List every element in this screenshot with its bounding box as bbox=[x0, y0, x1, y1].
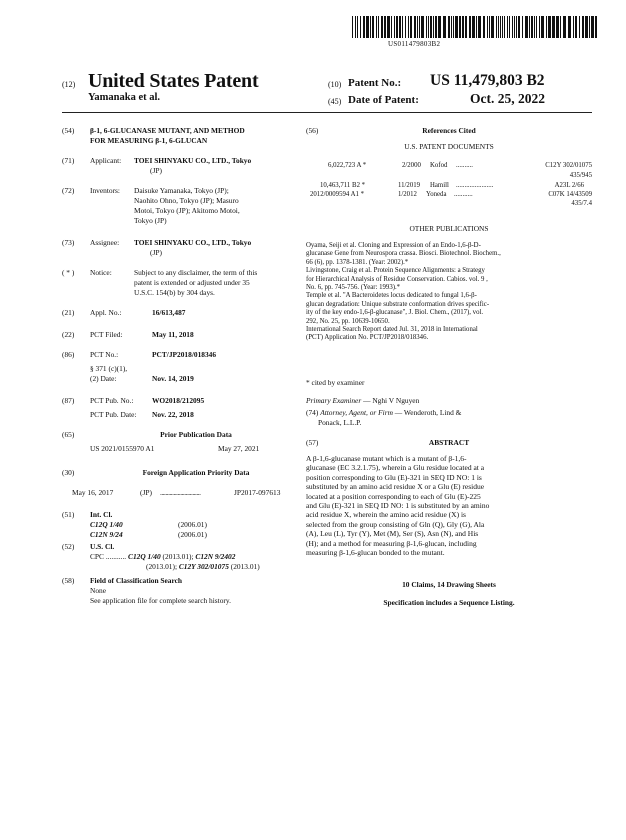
barcode-bar bbox=[548, 16, 551, 38]
notice-line: Subject to any disclaimer, the term of this bbox=[134, 268, 258, 277]
barcode-bar bbox=[541, 16, 544, 38]
barcode-bar bbox=[489, 16, 490, 38]
int-code: (51) bbox=[62, 510, 75, 519]
assignee-code: (73) bbox=[62, 238, 75, 247]
assignee-label: Assignee: bbox=[90, 238, 120, 247]
title-code: (54) bbox=[62, 126, 75, 135]
patent-no-label: Patent No.: bbox=[348, 77, 402, 89]
abstract-line: acid residue X, wherein the amino acid residue (X) is bbox=[306, 510, 466, 520]
barcode-bar bbox=[502, 16, 503, 38]
barcode-bar bbox=[394, 16, 395, 38]
barcode-bar bbox=[575, 16, 577, 38]
attorney-name: — Wenderoth, Lind & bbox=[394, 408, 462, 417]
pct-filed-label: PCT Filed: bbox=[90, 330, 123, 339]
barcode-bar bbox=[360, 16, 361, 38]
barcode-bar bbox=[539, 16, 540, 38]
doc-class: C07K 14/43509 bbox=[548, 191, 592, 198]
publication-line: glucanase Gene from Neurospora crassa. Biosci. Biotechnol. Biochem., bbox=[306, 250, 501, 258]
barcode-bar bbox=[591, 16, 594, 38]
inventors-line: Naohito Ohno, Tokyo (JP); Masuro bbox=[134, 196, 239, 205]
attorney-line bbox=[306, 408, 461, 417]
barcode-bar bbox=[563, 16, 566, 38]
assignee-country: (JP) bbox=[150, 248, 162, 257]
s371-date: Nov. 14, 2019 bbox=[152, 374, 194, 383]
barcode-bar bbox=[522, 16, 523, 38]
barcode-bar bbox=[536, 16, 537, 38]
claims-summary: 10 Claims, 14 Drawing Sheets bbox=[402, 580, 496, 589]
inventors-code: (72) bbox=[62, 186, 75, 195]
barcode-bar bbox=[433, 16, 434, 38]
barcode-bar bbox=[396, 16, 398, 38]
inventors-line: Motoi, Tokyo (JP); Akitomo Motoi, bbox=[134, 206, 240, 215]
patent-no-code: (10) bbox=[328, 80, 342, 89]
barcode-bar bbox=[487, 16, 488, 38]
abstract-line: selected from the group consisting of Gln (Q), Gly (G), Ala bbox=[306, 519, 485, 529]
foreign-code: (30) bbox=[62, 468, 75, 477]
abstract-line: and Glu (E)-321 in SEQ ID NO: 1 is substituted by an amino bbox=[306, 501, 490, 511]
barcode-bar bbox=[529, 16, 530, 38]
doc-date: 11/2019 bbox=[398, 182, 421, 189]
barcode-bar bbox=[391, 16, 392, 38]
patent-barcode bbox=[352, 16, 598, 38]
doc-name: Kofod bbox=[430, 162, 448, 169]
doc-date: 2/2000 bbox=[402, 162, 421, 169]
us-label: U.S. Cl. bbox=[90, 542, 115, 551]
barcode-bar bbox=[459, 16, 461, 38]
field-none: None bbox=[90, 586, 107, 595]
header-code-12: (12) bbox=[62, 80, 76, 89]
doc-number: 6,022,723 A * bbox=[328, 162, 367, 169]
barcode-bar bbox=[405, 16, 406, 38]
abstract-line: (H); and a method for measuring β-1,6-glucan, including bbox=[306, 538, 477, 548]
foreign-number: JP2017-097613 bbox=[234, 488, 281, 497]
barcode-bar bbox=[496, 16, 497, 38]
attorney-code: (74) bbox=[306, 408, 319, 417]
s371-date-label: (2) Date: bbox=[90, 374, 117, 383]
publication-line: glucan degradation: Unique substrate conformation drives specific- bbox=[306, 300, 490, 308]
barcode-bar bbox=[469, 16, 471, 38]
other-pubs-title: OTHER PUBLICATIONS bbox=[409, 224, 489, 233]
pct-number: PCT/JP2018/018346 bbox=[152, 350, 217, 359]
publication-line: Oyama, Seiji et al. Cloning and Expression of an Endo-1,6-β-D- bbox=[306, 242, 481, 249]
doc-dots: ...................... bbox=[456, 182, 494, 189]
int-year-1: (2006.01) bbox=[178, 520, 207, 529]
pct-filed-code: (22) bbox=[62, 330, 75, 339]
barcode-bar bbox=[417, 16, 418, 38]
prior-date: May 27, 2021 bbox=[218, 444, 260, 453]
barcode-bar bbox=[491, 16, 494, 38]
barcode-bar bbox=[498, 16, 499, 38]
pct-no-label: PCT No.: bbox=[90, 350, 119, 359]
notice-code: ( * ) bbox=[62, 268, 75, 277]
abstract-line: substituted by an amino acid residue X or a Glu (E) residue bbox=[306, 482, 485, 492]
invention-title-line1: β-1, 6-GLUCANASE MUTANT, AND METHOD bbox=[90, 126, 245, 135]
barcode-bar bbox=[507, 16, 508, 38]
abstract-text bbox=[306, 454, 592, 557]
barcode-bar bbox=[421, 16, 424, 38]
barcode-bar bbox=[582, 16, 584, 38]
field-note: See application file for complete search history. bbox=[90, 596, 231, 605]
int-label: Int. Cl. bbox=[90, 510, 113, 519]
publication-line: (PCT) Application No. PCT/JP2018/018346. bbox=[306, 334, 429, 342]
barcode-bar bbox=[573, 16, 574, 38]
doc-class: C12Y 302/01075 bbox=[545, 162, 592, 169]
barcode-bar bbox=[525, 16, 528, 38]
applicant-name: TOEI SHINYAKU CO., LTD., Tokyo bbox=[134, 156, 252, 165]
cpc-class: C12N 9/2402 bbox=[195, 552, 236, 561]
inventors-label: Inventors: bbox=[90, 186, 120, 195]
barcode-bar bbox=[509, 16, 510, 38]
pub-label: PCT Pub. No.: bbox=[90, 396, 134, 405]
notice-label: Notice: bbox=[90, 268, 112, 277]
abstract-line: glucanase (EC 3.2.1.75), wherein a Glu residue located at a bbox=[306, 463, 485, 473]
abstract-line: measuring β-1,6-glucan bonded to the mutant. bbox=[306, 548, 445, 558]
abstract-title: ABSTRACT bbox=[428, 438, 470, 447]
examiner-name: — Nghi V Nguyen bbox=[363, 396, 420, 405]
barcode-bar bbox=[357, 16, 358, 38]
abstract-line: A β-1,6-glucanase mutant which is a mutant of β-1,6- bbox=[306, 454, 467, 463]
pct-filed-date: May 11, 2018 bbox=[152, 330, 194, 339]
attorney-label: Attorney, Agent, or Firm bbox=[320, 408, 393, 417]
doc-dots: .......... bbox=[456, 162, 473, 169]
abstract-line: located at a position corresponding to each of Glu (E)-225 bbox=[306, 491, 481, 501]
doc-number: 2012/0009594 A1 * bbox=[310, 191, 364, 198]
barcode-bar bbox=[462, 16, 464, 38]
barcode-bar bbox=[381, 16, 383, 38]
assignee-name: TOEI SHINYAKU CO., LTD., Tokyo bbox=[134, 238, 252, 247]
barcode-bar bbox=[512, 16, 513, 38]
barcode-bar bbox=[560, 16, 561, 38]
barcode-bar bbox=[426, 16, 427, 38]
prior-number: US 2021/0155970 A1 bbox=[90, 444, 155, 453]
barcode-bar bbox=[355, 16, 356, 38]
prior-title: Prior Publication Data bbox=[160, 430, 232, 439]
appl-code: (21) bbox=[62, 308, 75, 317]
int-class-2: C12N 9/24 bbox=[90, 530, 123, 539]
abstract-line: position corresponding to Glu (E)-321 in SEQ ID NO: 1 is bbox=[306, 472, 482, 482]
publication-line: 66 (6), pp. 1378-1381. (Year: 2002).* bbox=[306, 258, 409, 266]
notice-line: U.S.C. 154(b) by 304 days. bbox=[134, 288, 215, 297]
barcode-bar bbox=[372, 16, 374, 38]
barcode-bar bbox=[399, 16, 401, 38]
barcode-bar bbox=[514, 16, 515, 38]
cpc-label: CPC ........... bbox=[90, 552, 127, 561]
invention-title-line2: FOR MEASURING β-1, 6-GLUCAN bbox=[90, 136, 208, 145]
references-title: References Cited bbox=[422, 126, 476, 135]
pub-number: WO2018/212095 bbox=[152, 396, 205, 405]
barcode-bar bbox=[518, 16, 520, 38]
barcode-bar bbox=[387, 16, 390, 38]
publication-line: Livingstone, Craig et al. Protein Sequence Alignments: a Strategy bbox=[306, 267, 485, 275]
cpc-year: (2013.01) bbox=[230, 562, 260, 571]
barcode-bar bbox=[438, 16, 441, 38]
date-code: (45) bbox=[328, 97, 342, 106]
barcode-bar bbox=[366, 16, 369, 38]
barcode-bar bbox=[568, 16, 571, 38]
publication-line: for Hierarchical Analysis of Residue Conservation. Cabios. vol. 9 , bbox=[306, 275, 488, 283]
barcode-bar bbox=[589, 16, 590, 38]
inventors-short: Yamanaka et al. bbox=[88, 92, 161, 103]
applicant-label: Applicant: bbox=[90, 156, 122, 165]
doc-date: 1/2012 bbox=[398, 191, 417, 198]
inventors-line: Daisuke Yamanaka, Tokyo (JP); bbox=[134, 186, 229, 195]
barcode-bar bbox=[435, 16, 437, 38]
barcode-bar bbox=[384, 16, 386, 38]
barcode-bar bbox=[378, 16, 379, 38]
barcode-bar bbox=[376, 16, 377, 38]
barcode-bar bbox=[476, 16, 477, 38]
cited-by-examiner-note: * cited by examiner bbox=[306, 378, 365, 387]
us-code: (52) bbox=[62, 542, 75, 551]
field-label: Field of Classification Search bbox=[90, 576, 183, 585]
patent-type-title: United States Patent bbox=[88, 70, 259, 92]
barcode-bar bbox=[428, 16, 429, 38]
header-rule bbox=[62, 112, 592, 113]
barcode-bar bbox=[453, 16, 454, 38]
cpc-year: (2013.01); bbox=[162, 552, 194, 561]
inventors-line: Tokyo (JP) bbox=[134, 216, 167, 225]
pct-no-code: (86) bbox=[62, 350, 75, 359]
appl-label: Appl. No.: bbox=[90, 308, 122, 317]
barcode-bar bbox=[363, 16, 365, 38]
doc-name: Hamill bbox=[430, 182, 449, 189]
barcode-bar bbox=[500, 16, 501, 38]
barcode-bar bbox=[546, 16, 547, 38]
publication-line: No. 6, pp. 745-756. (Year: 1993).* bbox=[306, 284, 401, 292]
barcode-bar bbox=[504, 16, 505, 38]
barcode-bar bbox=[534, 16, 535, 38]
barcode-bar bbox=[448, 16, 450, 38]
pub-date-label: PCT Pub. Date: bbox=[90, 410, 137, 419]
doc-class-2: 435/945 bbox=[569, 172, 592, 179]
barcode-bar bbox=[408, 16, 409, 38]
application-number: 16/613,487 bbox=[152, 308, 186, 317]
patent-number: US 11,479,803 B2 bbox=[430, 72, 545, 89]
barcode-bar bbox=[585, 16, 588, 38]
foreign-dots: .............................. bbox=[160, 488, 201, 497]
cpc-class: C12Y 302/01075 bbox=[178, 562, 229, 571]
sequence-listing-note: Specification includes a Sequence Listing. bbox=[383, 598, 515, 607]
cpc-class: C12Q 1/40 bbox=[128, 552, 161, 561]
barcode-bar bbox=[443, 16, 446, 38]
doc-number: 10,463,711 B2 * bbox=[320, 182, 366, 189]
barcode-bar bbox=[472, 16, 475, 38]
applicant-country: (JP) bbox=[150, 166, 162, 175]
foreign-date: May 16, 2017 bbox=[72, 488, 114, 497]
int-class-1: C12Q 1/40 bbox=[90, 520, 123, 529]
barcode-bar bbox=[370, 16, 371, 38]
doc-dots: ........... bbox=[454, 191, 473, 198]
barcode-number: US011479803B2 bbox=[388, 40, 441, 48]
pub-date: Nov. 22, 2018 bbox=[152, 410, 194, 419]
abstract-line: (A), Leu (L), Tyr (Y), Met (M), Ser (S), Asn (N), and His bbox=[306, 529, 479, 539]
foreign-country: (JP) bbox=[140, 488, 152, 497]
other-publications bbox=[306, 242, 592, 343]
patent-date: Oct. 25, 2022 bbox=[470, 91, 545, 106]
foreign-title: Foreign Application Priority Data bbox=[142, 468, 250, 477]
abstract-code: (57) bbox=[306, 438, 319, 447]
applicant-code: (71) bbox=[62, 156, 75, 165]
barcode-bar bbox=[465, 16, 467, 38]
s371-label: § 371 (c)(1), bbox=[90, 364, 128, 373]
notice-line: patent is extended or adjusted under 35 bbox=[134, 278, 250, 287]
examiner-line bbox=[306, 396, 419, 405]
int-year-2: (2006.01) bbox=[178, 530, 207, 539]
barcode-bar bbox=[430, 16, 432, 38]
doc-name: Yoneda bbox=[426, 191, 447, 198]
barcode-bar bbox=[352, 16, 353, 38]
doc-class: A23L 2/66 bbox=[554, 182, 584, 189]
references-code: (56) bbox=[306, 126, 319, 135]
barcode-bar bbox=[478, 16, 481, 38]
publication-line: ity of the key endo-1,6-β-glucanase", J. Biol. Chem., (2017), vol. bbox=[306, 309, 484, 317]
date-label: Date of Patent: bbox=[348, 94, 419, 106]
pub-code: (87) bbox=[62, 396, 75, 405]
barcode-bar bbox=[531, 16, 533, 38]
barcode-bar bbox=[402, 16, 403, 38]
examiner-label: Primary Examiner bbox=[306, 396, 362, 405]
prior-code: (65) bbox=[62, 430, 75, 439]
publication-line: 292, No. 25, pp. 10639-10650. bbox=[306, 317, 390, 325]
cpc-year: (2013.01); bbox=[146, 562, 177, 571]
barcode-bar bbox=[414, 16, 416, 38]
barcode-bar bbox=[516, 16, 517, 38]
publication-line: Temple et al. "A Bacteroidetes locus dedicated to fungal 1,6-β- bbox=[306, 292, 477, 300]
field-code: (58) bbox=[62, 576, 75, 585]
barcode-bar bbox=[455, 16, 458, 38]
us-docs-title: U.S. PATENT DOCUMENTS bbox=[404, 142, 494, 151]
doc-class-2: 435/7.4 bbox=[571, 200, 592, 207]
barcode-bar bbox=[483, 16, 485, 38]
barcode-bar bbox=[556, 16, 559, 38]
barcode-bar bbox=[595, 16, 597, 38]
attorney-name-cont: Ponack, L.L.P. bbox=[318, 418, 362, 427]
barcode-bar bbox=[552, 16, 555, 38]
barcode-bar bbox=[419, 16, 420, 38]
barcode-bar bbox=[451, 16, 452, 38]
barcode-bar bbox=[579, 16, 580, 38]
publication-line: International Search Report dated Jul. 31, 2018 in International bbox=[306, 326, 478, 334]
barcode-bar bbox=[410, 16, 412, 38]
